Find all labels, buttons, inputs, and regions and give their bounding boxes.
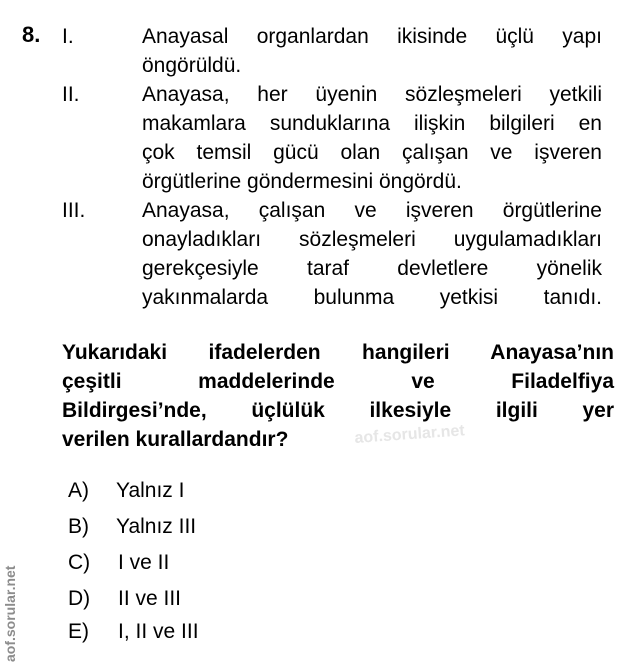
statement-line: çok temsil gücü olan çalışan ve işveren xyxy=(142,141,602,164)
center-watermark: aof.sorular.net xyxy=(354,422,466,447)
statement-line: öngörüldü. xyxy=(142,54,242,77)
stem-line: verilen kurallardandır? xyxy=(62,428,289,451)
statement-line: onayladıkları sözleşmeleri uygulamadıkları xyxy=(142,228,602,251)
option-letter: C) xyxy=(68,551,91,574)
statement-line: Anayasal organlardan ikisinde üçlü yapı xyxy=(142,25,602,48)
question-stem xyxy=(62,338,614,454)
option-text: II ve III xyxy=(118,587,182,610)
option-letter: E) xyxy=(68,620,89,643)
side-watermark: aof.sorular.net xyxy=(2,565,18,662)
question-number: 8. xyxy=(22,22,41,47)
option-text: Yalnız I xyxy=(116,479,185,502)
stem-line: çeşitli maddelerinde ve Filadelfiya xyxy=(62,370,614,393)
option-letter: A) xyxy=(68,479,89,502)
option-letter: B) xyxy=(68,515,89,538)
statement-line: Anayasa, her üyenin sözleşmeleri yetkili xyxy=(142,83,602,106)
option-text: Yalnız III xyxy=(116,515,197,538)
statement-line: örgütlerine göndermesini öngördü. xyxy=(142,170,462,193)
roman-numeral: II. xyxy=(62,83,80,106)
roman-numeral: III. xyxy=(62,199,86,222)
option-text: I ve II xyxy=(118,551,170,574)
statement-line: Anayasa, çalışan ve işveren örgütlerine xyxy=(142,199,602,222)
stem-line: Yukarıdaki ifadelerden hangileri Anayasa’nın xyxy=(62,341,614,364)
option-text: I, II ve III xyxy=(118,620,199,643)
roman-numeral: I. xyxy=(62,25,74,48)
statement-line: yakınmalarda bulunma yetkisi tanıdı. xyxy=(142,286,602,309)
stem-line: Bildirgesi’nde, üçlülük ilkesiyle ilgili yer xyxy=(62,399,614,422)
statement-line: gerekçesiyle taraf devletlere yönelik xyxy=(142,257,602,280)
statement-line: makamlara sunduklarına ilişkin bilgileri en xyxy=(142,112,602,135)
option-letter: D) xyxy=(68,587,91,610)
